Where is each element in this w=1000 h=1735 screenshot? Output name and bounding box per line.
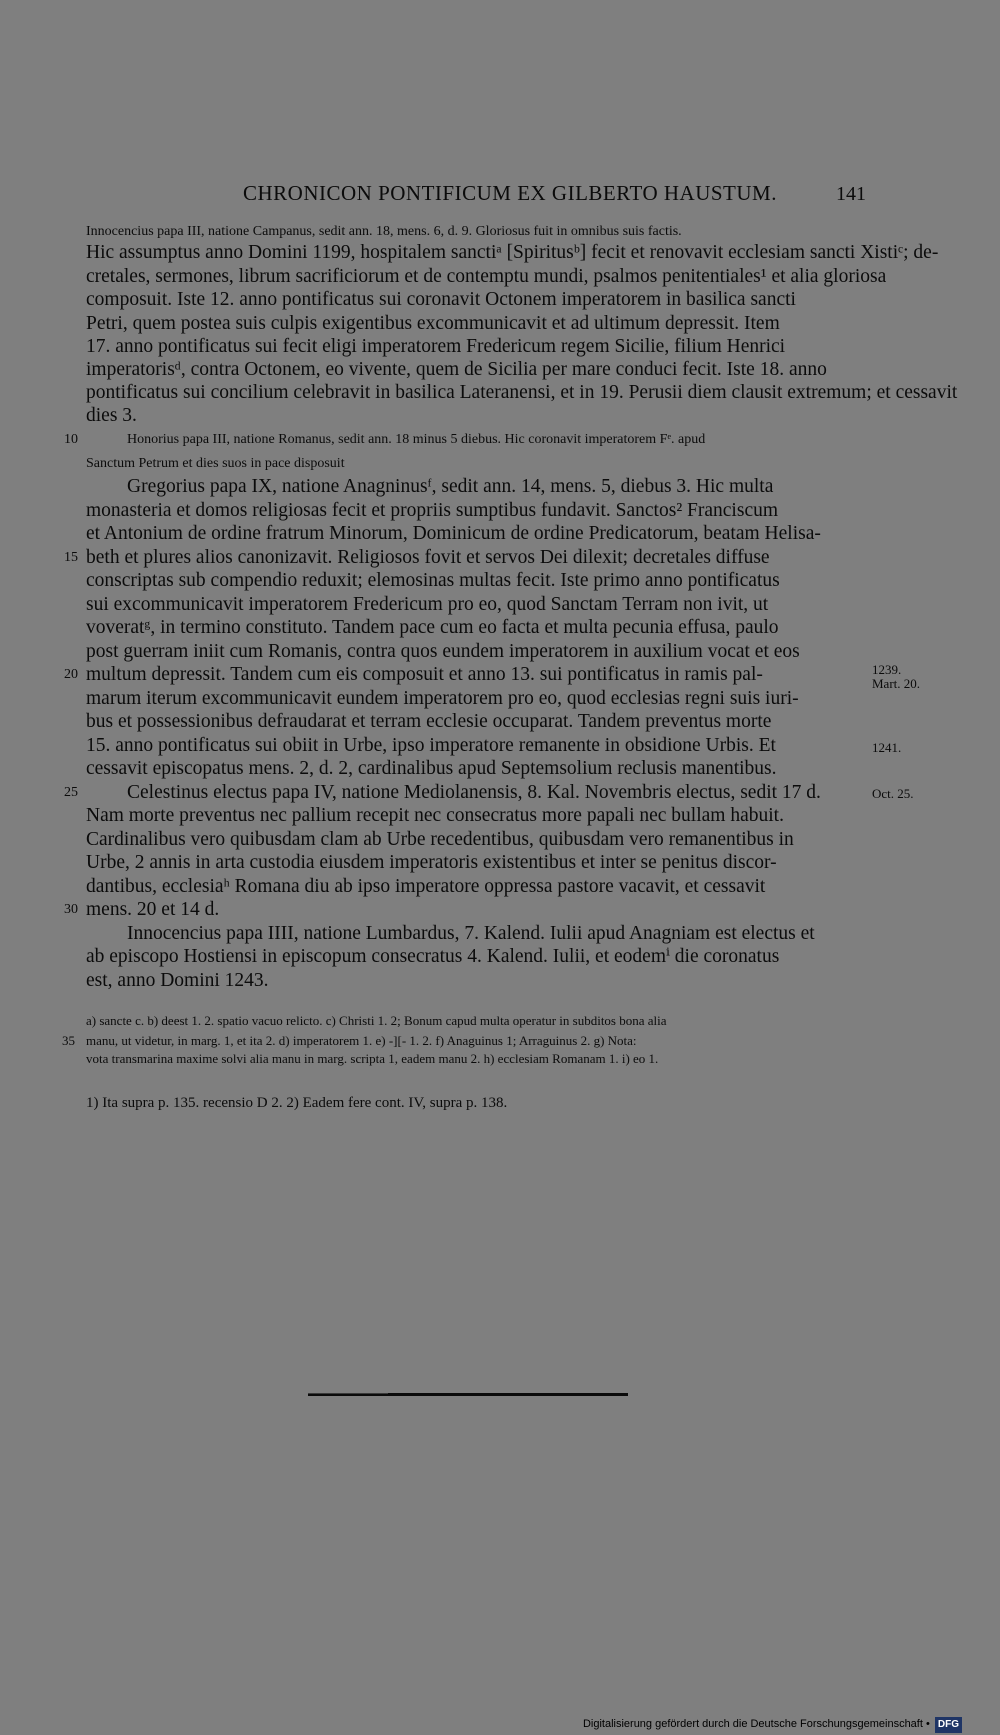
line-number: 10 [64, 432, 78, 447]
text-line: Innocencius papa IIII, natione Lumbardus, 7. Kalend. Iulii apud Anagniam est electus et [127, 923, 815, 944]
running-header [86, 181, 866, 211]
text-line: 15. anno pontificatus sui obiit in Urbe, ipso imperatore remanente in obsidione Urbis. Et [86, 735, 776, 756]
text-line: conscriptas sub compendio reduxit; elemosinas multas fecit. Iste primo anno pontificatus [86, 570, 780, 591]
page-number: 141 [836, 183, 866, 205]
margin-note: Oct. 25. [872, 786, 914, 801]
text-line: ab episcopo Hostiensi in episcopum consecratus 4. Kalend. Iulii, et eodemⁱ die coronatus [86, 946, 780, 967]
text-line: Nam morte preventus nec pallium recepit nec consecratus more papali nec bullam habuit. [86, 805, 784, 826]
text-line: post guerram iniit cum Romanis, contra quos eundem imperatorem in auxilium vocat et eos [86, 641, 800, 662]
text-line: cessavit episcopatus mens. 2, d. 2, cardinalibus apud Septemsolium reclusis manentibus. [86, 758, 777, 779]
text-line: Urbe, 2 annis in arta custodia eiusdem imperatoris existentibus et inter se penitus discor- [86, 852, 777, 873]
text-line: et Antonium de ordine fratrum Minorum, Dominicum de ordine Predicatorum, beatam Helisa- [86, 523, 821, 544]
apparatus-line: vota transmarina maxime solvi alia manu in marg. scripta 1, eadem manu 2. h) ecclesiam Romanam 1. i) eo 1. [86, 1051, 659, 1066]
text-line: pontificatus sui concilium celebravit in basilica Lateranensi, et in 19. Perusii diem clausit extremum; et cessavit [86, 382, 958, 403]
credit-text: Digitalisierung gefördert durch die Deutsche Forschungsgemeinschaft • [582, 1718, 930, 1730]
text-line: sui excommunicavit imperatorem Fredericum pro eo, quod Sanctam Terram non ivit, ut [86, 594, 769, 615]
text-line: mens. 20 et 14 d. [86, 899, 220, 920]
text-line: 17. anno pontificatus sui fecit eligi imperatorem Fredericum regem Sicilie, filium Henrici [86, 336, 786, 357]
margin-note: Mart. 20. [872, 676, 921, 691]
text-line: monasteria et domos religiosas fecit et propriis sumptibus fundavit. Sanctos² Franciscum [86, 500, 779, 521]
text-line: Petri, quem postea suis culpis exigentibus excommunicavit et ad ultimum depressit. Item [86, 313, 780, 334]
apparatus-line: a) sancte c. b) deest 1. 2. spatio vacuo relicto. c) Christi 1. 2; Bonum capud multa operatur in subditos bona alia [86, 1013, 667, 1028]
text-line: Hic assumptus anno Domini 1199, hospitalem sanctiᵃ [Spiritusᵇ] fecit et renovavit ecclesiam sancti Xistiᶜ; de- [86, 242, 939, 263]
text-line: Innocencius papa III, natione Campanus, sedit ann. 18, mens. 6, d. 9. Gloriosus fuit in omnibus suis factis. [86, 224, 682, 239]
line-number: 30 [64, 902, 78, 917]
text-line: Honorius papa III, natione Romanus, sedit ann. 18 minus 5 diebus. Hic coronavit imperatorem Fᵉ. apud [127, 432, 706, 447]
text-line: marum iterum excommunicavit eundem imperatorem pro eo, quod ecclesias regni suis iuri- [86, 688, 799, 709]
line-number: 15 [64, 550, 78, 565]
running-title: CHRONICON PONTIFICUM EX GILBERTO HAUSTUM. [243, 181, 777, 205]
text-line: imperatorisᵈ, contra Octonem, eo vivente, quem de Sicilia per mare conduci fecit. Iste 18. anno [86, 359, 827, 380]
margin-note: 1241. [872, 740, 902, 755]
digitization-credit [583, 1716, 962, 1733]
text-line: bus et possessionibus defraudarat et terram ecclesie occuparat. Tandem preventus morte [86, 711, 772, 732]
text-line: Gregorius papa IX, natione Anagninusᶠ, sedit ann. 14, mens. 5, diebus 3. Hic multa [127, 476, 774, 497]
text-line: composuit. Iste 12. anno pontificatus sui coronavit Octonem imperatorem in basilica sancti [86, 289, 796, 310]
dfg-logo: DFG [935, 1717, 962, 1733]
text-line: est, anno Domini 1243. [86, 970, 269, 991]
line-number: 35 [62, 1033, 75, 1048]
apparatus-line: manu, ut videtur, in marg. 1, et ita 2. d) imperatorem 1. e) -][- 1. 2. f) Anaguinus 1; Arraguinus 2. g) Nota: [86, 1033, 637, 1048]
line-number: 20 [64, 667, 78, 682]
text-line: Cardinalibus vero quibusdam clam ab Urbe recedentibus, quibusdam vero remanentibus in [86, 829, 794, 850]
text-line: Sanctum Petrum et dies suos in pace disposuit [86, 456, 345, 471]
text-line: Celestinus electus papa IV, natione Mediolanensis, 8. Kal. Novembris electus, sedit 17 d. [127, 782, 821, 803]
footnotes: 1) Ita supra p. 135. recensio D 2. 2) Eadem fere cont. IV, supra p. 138. [86, 1095, 508, 1111]
margin-note: 1239. [872, 662, 902, 677]
text-line: dantibus, ecclesiaʰ Romana diu ab ipso imperatore oppressa pastore vacavit, et cessavit [86, 876, 766, 897]
text-line: beth et plures alios canonizavit. Religiosos fovit et servos Dei dilexit; decretales diffuse [86, 547, 770, 568]
text-line: voveratᵍ, in termino constituto. Tandem pace cum eo facta et multa pecunia effusa, paulo [86, 617, 779, 638]
text-line: dies 3. [86, 405, 137, 426]
text-line: cretales, sermones, librum sacrificiorum et de contemptu mundi, psalmos penitentiales¹ et alia gloriosa [86, 266, 887, 287]
line-number: 25 [64, 785, 78, 800]
page-rule-thin [308, 1393, 388, 1394]
text-line: multum depressit. Tandem cum eis composuit et anno 13. sui pontificatus in ramis pal- [86, 664, 763, 685]
